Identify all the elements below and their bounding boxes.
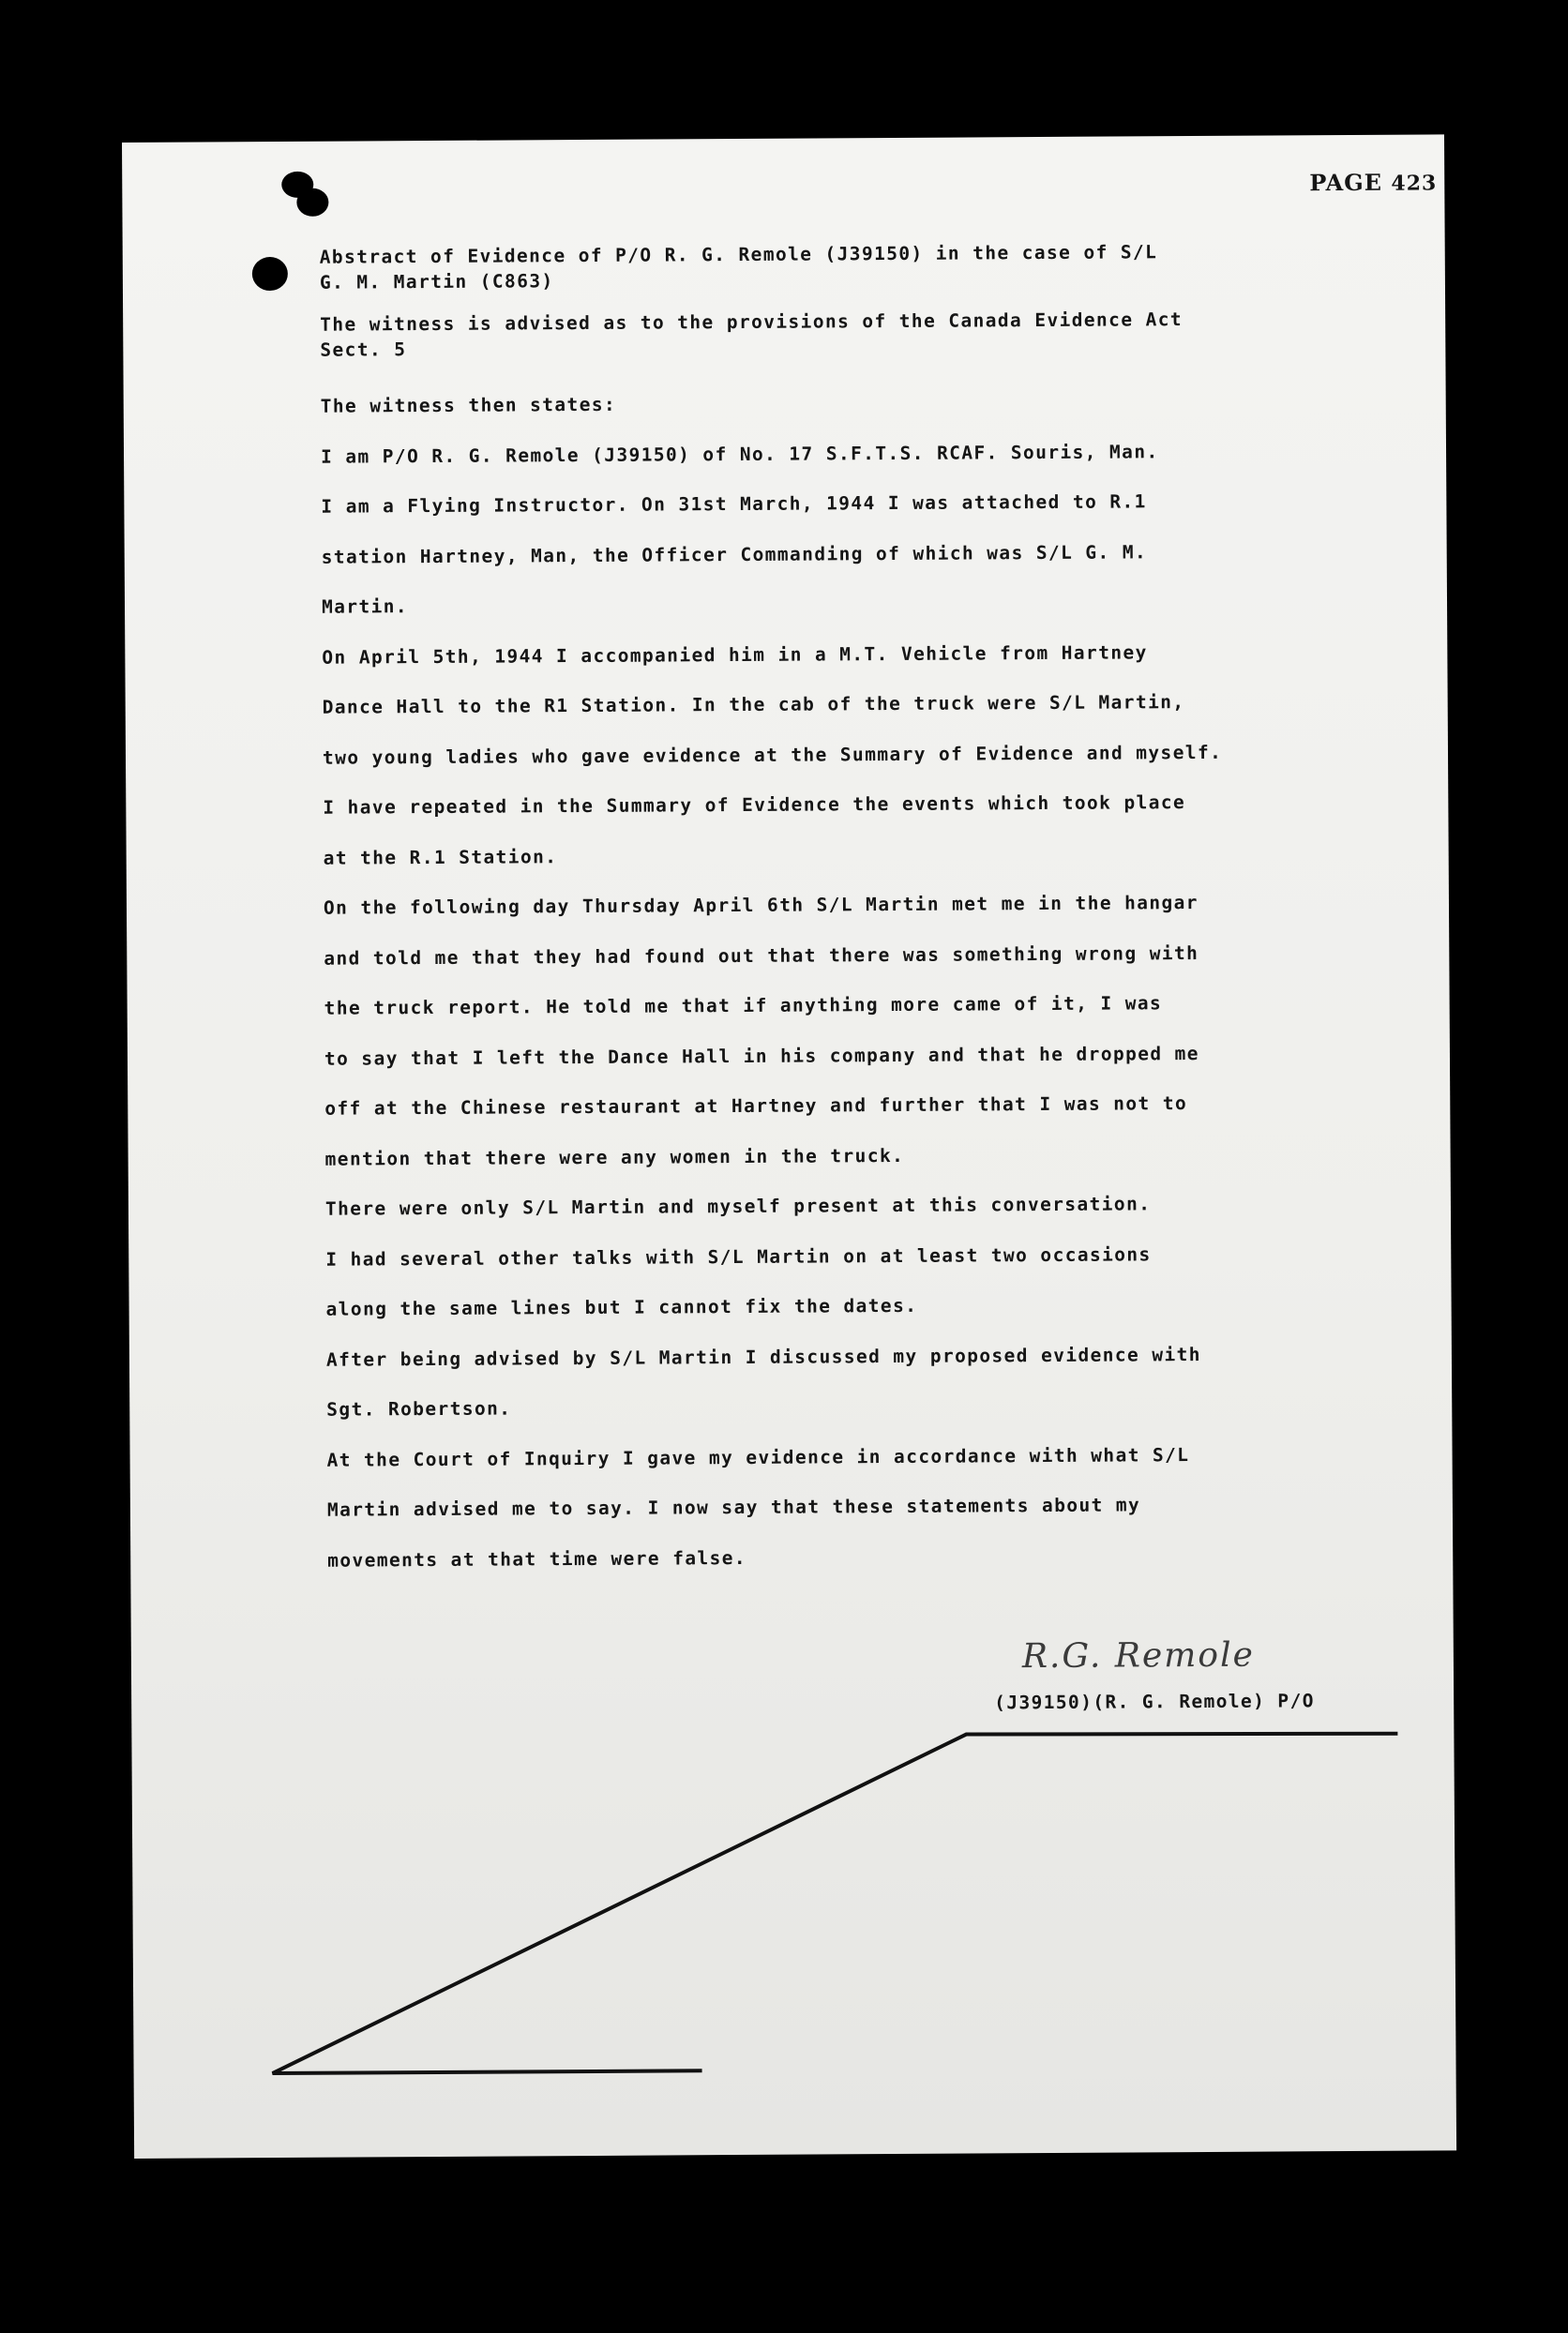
- heading-line: Abstract of Evidence of P/O R. G. Remole (J39150) in the case of S/L: [319, 241, 1158, 268]
- signature-block: [882, 1634, 1445, 1751]
- body-line: at the R.1 Station.: [323, 845, 558, 869]
- statement-body: [321, 425, 1415, 1586]
- body-line: After being advised by S/L Martin I discussed my proposed evidence with: [325, 1343, 1201, 1371]
- body-line: two young ladies who gave evidence at the Summary of Evidence and myself.: [322, 741, 1223, 769]
- body-line: I have repeated in the Summary of Evidence the events which took place: [323, 791, 1186, 819]
- diagonal-cancel-line: [270, 1732, 1399, 2073]
- body-line: Martin.: [321, 595, 409, 618]
- body-line: off at the Chinese restaurant at Hartney and further that I was not to: [324, 1092, 1188, 1120]
- body-line: I am a Flying Instructor. On 31st March, 1944 I was attached to R.1: [321, 490, 1147, 518]
- page-label: PAGE: [1309, 168, 1383, 197]
- body-line: station Hartney, Man, the Officer Commanding of which was S/L G. M.: [321, 540, 1148, 568]
- advice-line: Sect. 5: [320, 339, 407, 361]
- document-text: [320, 238, 1416, 1586]
- body-line: movements at that time were false.: [327, 1546, 747, 1572]
- body-line: Sgt. Robertson.: [326, 1397, 512, 1421]
- witness-states: [321, 375, 1409, 432]
- body-line: and told me that they had found out that there was something wrong with: [324, 941, 1199, 970]
- body-line: At the Court of Inquiry I gave my evidence in accordance with what S/L: [326, 1443, 1190, 1471]
- page-number-value: 4: [1391, 171, 1407, 196]
- advice-paragraph: [320, 306, 1408, 363]
- body-line: Martin advised me to say. I now say that these statements about my: [326, 1494, 1141, 1521]
- document-page: [122, 134, 1456, 2159]
- body-line: I am P/O R. G. Remole (J39150) of No. 17 S.F.T.S. RCAF. Souris, Man.: [320, 440, 1159, 468]
- body-line: On the following day Thursday April 6th S/L Martin met me in the hangar: [323, 892, 1199, 919]
- advice-line: The witness is advised as to the provisions of the Canada Evidence Act: [320, 309, 1184, 336]
- body-line: There were only S/L Martin and myself present at this conversation.: [324, 1193, 1152, 1220]
- punch-hole-top-2: [296, 188, 328, 217]
- body-line: mention that there were any women in the truck.: [324, 1144, 905, 1170]
- heading-line: G. M. Martin (C863): [319, 270, 554, 294]
- handwritten-signature: R.G. Remole: [1021, 1635, 1255, 1677]
- page-number-partial: 23: [1406, 171, 1438, 196]
- body-line: along the same lines but I cannot fix the dates.: [325, 1294, 918, 1320]
- states-line: The witness then states:: [320, 393, 617, 417]
- typed-signature: (J39150)(R. G. Remole) P/O: [994, 1690, 1315, 1714]
- body-line: I had several other talks with S/L Martin on at least two occasions: [325, 1242, 1152, 1271]
- abstract-heading: [320, 238, 1408, 295]
- body-line: the truck report. He told me that if anything more came of it, I was: [324, 992, 1163, 1019]
- body-line: to say that I left the Dance Hall in his company and that he dropped me: [324, 1042, 1199, 1070]
- body-line: Dance Hall to the R1 Station. In the cab of the truck were S/L Martin,: [322, 691, 1185, 718]
- body-line: On April 5th, 1944 I accompanied him in a M.T. Vehicle from Hartney: [322, 640, 1148, 669]
- page-number: [1309, 168, 1437, 196]
- punch-hole-middle: [252, 257, 288, 291]
